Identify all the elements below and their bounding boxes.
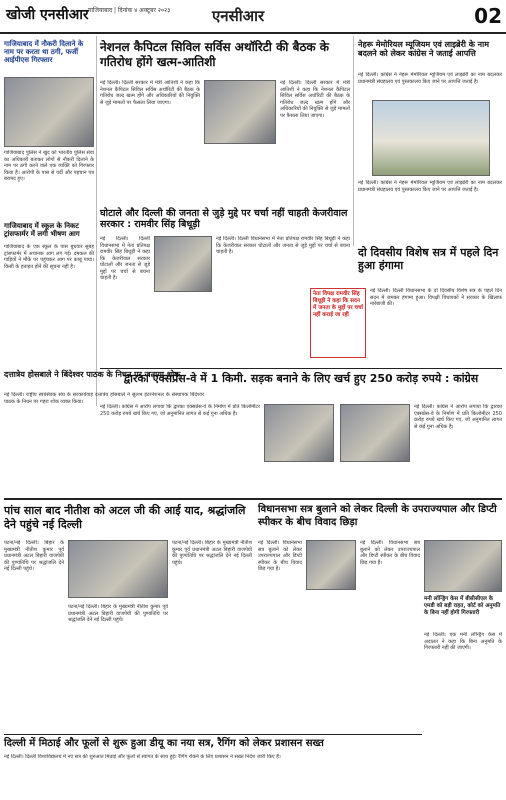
story-body-cont: नई दिल्ली। विधानसभा सत्र बुलाने को लेकर उपराज्यपाल और डिप्टी स्पीकर के बीच विवाद छिड़ गया है। xyxy=(360,540,420,566)
headline: विधानसभा सत्र बुलाने को लेकर दिल्ली के उपराज्यपाल और डिप्टी स्पीकर के बीच विवाद छिड़ा xyxy=(258,504,497,528)
photo-bidhuri xyxy=(154,236,212,292)
story-body: नई दिल्ली। दिल्ली सरकार में मंत्री आतिशी ने कहा कि नेशनल कैपिटल सिविल सर्विस अथॉरिटी की बैठक के गतिरोध जल्द खत्म होंगे और अधिकारियों की नियुक्ति से जुड़े मामलों पर फैसला लिया जाएगा। xyxy=(100,80,200,106)
section-title: एनसीआर xyxy=(212,7,265,25)
headline: द्वारका एक्सप्रेस-वे में 1 किमी. सड़क बनाने के लिए खर्च हुए 250 करोड़ रुपये : कांग्रेस xyxy=(123,372,479,385)
headline: दो दिवसीय विशेष सत्र में पहले दिन हुआ हंगामा xyxy=(358,246,499,272)
story-body: नई दिल्ली। दिल्ली विधानसभा के दो दिवसीय विशेष सत्र के पहले दिन सदन में जमकर हंगामा हुआ। विपक्षी विधायकों ने सरकार के खिलाफ नारेबाजी की। xyxy=(370,288,502,307)
story-body-cont: नई दिल्ली। दिल्ली विधानसभा में नेता प्रतिपक्ष रामवीर सिंह बिधूड़ी ने कहा कि केजरीवाल सरकार घोटालों और जनता से जुड़े मुद्दों पर चर्चा से बचना चाहती है। xyxy=(216,236,350,255)
story-body-cont: नई दिल्ली। कांग्रेस ने आरोप लगाया कि द्वारका एक्सप्रेस-वे के निर्माण में प्रति किलोमीटर 250 करोड़ रुपये खर्च किए गए, जो अनुमानित लागत से कई गुना अधिक है। xyxy=(414,404,502,430)
story-body: नई दिल्ली। राष्ट्रीय स्वयंसेवक संघ के सरकार्यवाह दत्तात्रेय होसबाले ने सुलभ इंटरनेशनल के संस्थापक बिंदेश्वर पाठक के निधन पर गहरा शोक व्यक्त किया। xyxy=(4,392,204,405)
story-body-cont: नई दिल्ली। दिल्ली सरकार में मंत्री आतिशी ने कहा कि नेशनल कैपिटल सिविल सर्विस अथॉरिटी की बैठक के गतिरोध जल्द खत्म होंगे और अधिकारियों की नियुक्ति से जुड़े मामलों पर फैसला लिया जाएगा। xyxy=(280,80,350,119)
story-special-session xyxy=(358,246,502,272)
divider xyxy=(4,498,502,500)
story-nehru-museum xyxy=(358,40,502,58)
story-body-cont: नई दिल्ली। कांग्रेस ने नेहरू मेमोरियल म्यूजियम एवं लाइब्रेरी का नाम बदलकर प्रधानमंत्री संग्रहालय एवं पुस्तकालय किए जाने पर आपत्ति जताई है। xyxy=(358,180,502,193)
headline: गाजियाबाद में स्कूल के निकट ट्रांसफार्मर में लगी भीषण आग xyxy=(4,222,80,238)
photo-leader-2 xyxy=(340,404,410,462)
headline: नेशनल कैपिटल सिविल सर्विस अथॉरिटी की बैठक के गतिरोध होंगे खत्म-आतिशी xyxy=(100,40,330,69)
story-dwarka xyxy=(100,372,502,385)
story-body: नई दिल्ली। दिल्ली विश्वविद्यालय में नए सत्र की शुरुआत मिठाई और फूलों से स्वागत के साथ हुई। रैगिंग रोकने के लिए प्रशासन ने सख्त निर्देश जारी किए हैं। xyxy=(4,754,281,760)
divider xyxy=(4,734,422,735)
headline: नेहरू मेमोरियल म्यूजियम एवं लाइब्रेरी के नाम बदलने को लेकर कांग्रेस ने जताई आपत्ति xyxy=(358,40,489,58)
photo-leader-1 xyxy=(264,404,334,462)
headline: दिल्ली में मिठाई और फूलों से शुरू हुआ डीयू का नया सत्र, रैगिंग को लेकर प्रशासन सख्त xyxy=(4,738,324,749)
story-fake-ips xyxy=(4,40,94,64)
story-body: नई दिल्ली। कांग्रेस ने आरोप लगाया कि द्वारका एक्सप्रेस-वे के निर्माण में प्रति किलोमीटर 250 करोड़ रुपये खर्च किए गए, जो अनुमानित लागत से कई गुना अधिक है। xyxy=(100,404,260,417)
story-body: गाजियाबाद पुलिस ने खुद को भारतीय पुलिस सेवा का अधिकारी बताकर लोगों से नौकरी दिलाने के नाम पर ठगी करने वाले एक व्यक्ति को गिरफ्तार किया है। आरोपी के पास से वर्दी और पहचान पत्र बरामद हुए। xyxy=(4,150,94,182)
headline: घोटाले और दिल्ली की जनता से जुड़े मुद्दे पर चर्चा नहीं चाहती केजरीवाल सरकार : रामवीर सिंह बिधूड़ी xyxy=(100,208,348,230)
headline: दत्तात्रेय होसबाले ने बिंदेश्वर पाठक के निधन पर जताया शोक xyxy=(4,370,181,379)
divider xyxy=(100,368,502,369)
photo-sidebar xyxy=(424,540,502,592)
photo-museum xyxy=(372,100,490,176)
story-atishi xyxy=(100,40,350,70)
story-body: नई दिल्ली। विधानसभा सत्र बुलाने को लेकर उपराज्यपाल और डिप्टी स्पीकर के बीच विवाद छिड़ गया है। xyxy=(258,540,302,572)
brand-logo: खोजी एनसीआर xyxy=(6,7,89,23)
story-body: नई दिल्ली। कांग्रेस ने नेहरू मेमोरियल म्यूजियम एवं लाइब्रेरी का नाम बदलकर प्रधानमंत्री संग्रहालय एवं पुस्तकालय किए जाने पर आपत्ति जताई है। xyxy=(358,72,502,85)
story-body-cont: पटना/नई दिल्ली। बिहार के मुख्यमंत्री नीतीश कुमार पूर्व प्रधानमंत्री अटल बिहारी वाजपेयी की पुण्यतिथि पर श्रद्धांजलि देने नई दिल्ली पहुंचे। xyxy=(172,540,252,566)
story-nitish xyxy=(4,504,252,532)
story-body: पटना/नई दिल्ली। बिहार के मुख्यमंत्री नीतीश कुमार पूर्व प्रधानमंत्री अटल बिहारी वाजपेयी की पुण्यतिथि पर श्रद्धांजलि देने नई दिल्ली पहुंचे। xyxy=(4,540,64,572)
page-number: 02 xyxy=(468,3,502,29)
story-money-laundering xyxy=(424,596,502,617)
issue-meta: गाजियाबाद | दिनांक ४ अक्टूबर २०२३ xyxy=(88,7,171,14)
story-du-session xyxy=(4,738,422,750)
photo-nitish xyxy=(68,540,168,598)
headline: मनी लॉन्ड्रिंग केस में बीसीसीएल के एमडी को बड़ी राहत, कोर्ट को अनुमति के बिना नहीं होगी गिरफ्तारी xyxy=(424,596,501,616)
headline: गाजियाबाद में नौकरी दिलाने के नाम पर करता था ठगी, फर्जी आईपीएस गिरफ्तार xyxy=(4,40,84,64)
masthead xyxy=(0,0,506,34)
story-body: नई दिल्ली। एक मनी लॉन्ड्रिंग केस में अदालत ने कहा कि बिना अनुमति के गिरफ्तारी नहीं की जाएगी। xyxy=(424,632,502,651)
story-transformer-fire xyxy=(4,222,94,238)
story-body: नई दिल्ली। दिल्ली विधानसभा में नेता प्रतिपक्ष रामवीर सिंह बिधूड़ी ने कहा कि केजरीवाल सरकार घोटालों और जनता से जुड़े मुद्दों पर चर्चा से बचना चाहती है। xyxy=(100,236,150,281)
photo-lg xyxy=(306,540,356,590)
story-lg-dispute xyxy=(258,504,502,529)
column-divider xyxy=(353,36,354,246)
column-divider xyxy=(96,36,97,406)
story-bidhuri xyxy=(100,208,350,230)
photo-atishi xyxy=(204,80,276,144)
photo-arrest xyxy=(4,77,94,147)
pull-quote: नेता विपक्ष रामवीर सिंह बिधूड़ी ने कहा कि सदन में जनता के मुद्दों पर चर्चा नहीं कराई जा रही xyxy=(310,288,366,358)
headline: पांच साल बाद नीतीश को अटल जी की आई याद, श्रद्धांजलि देने पहुंचे नई दिल्ली xyxy=(4,504,246,531)
story-body-more: पटना/नई दिल्ली। बिहार के मुख्यमंत्री नीतीश कुमार पूर्व प्रधानमंत्री अटल बिहारी वाजपेयी की पुण्यतिथि पर श्रद्धांजलि देने नई दिल्ली पहुंचे। xyxy=(68,604,168,623)
story-body: गाजियाबाद के एक स्कूल के पास बुधवार सुबह ट्रांसफार्मर में अचानक आग लग गई। दमकल की गाड़ियों ने मौके पर पहुंचकर आग पर काबू पाया। किसी के हताहत होने की सूचना नहीं है। xyxy=(4,244,94,270)
